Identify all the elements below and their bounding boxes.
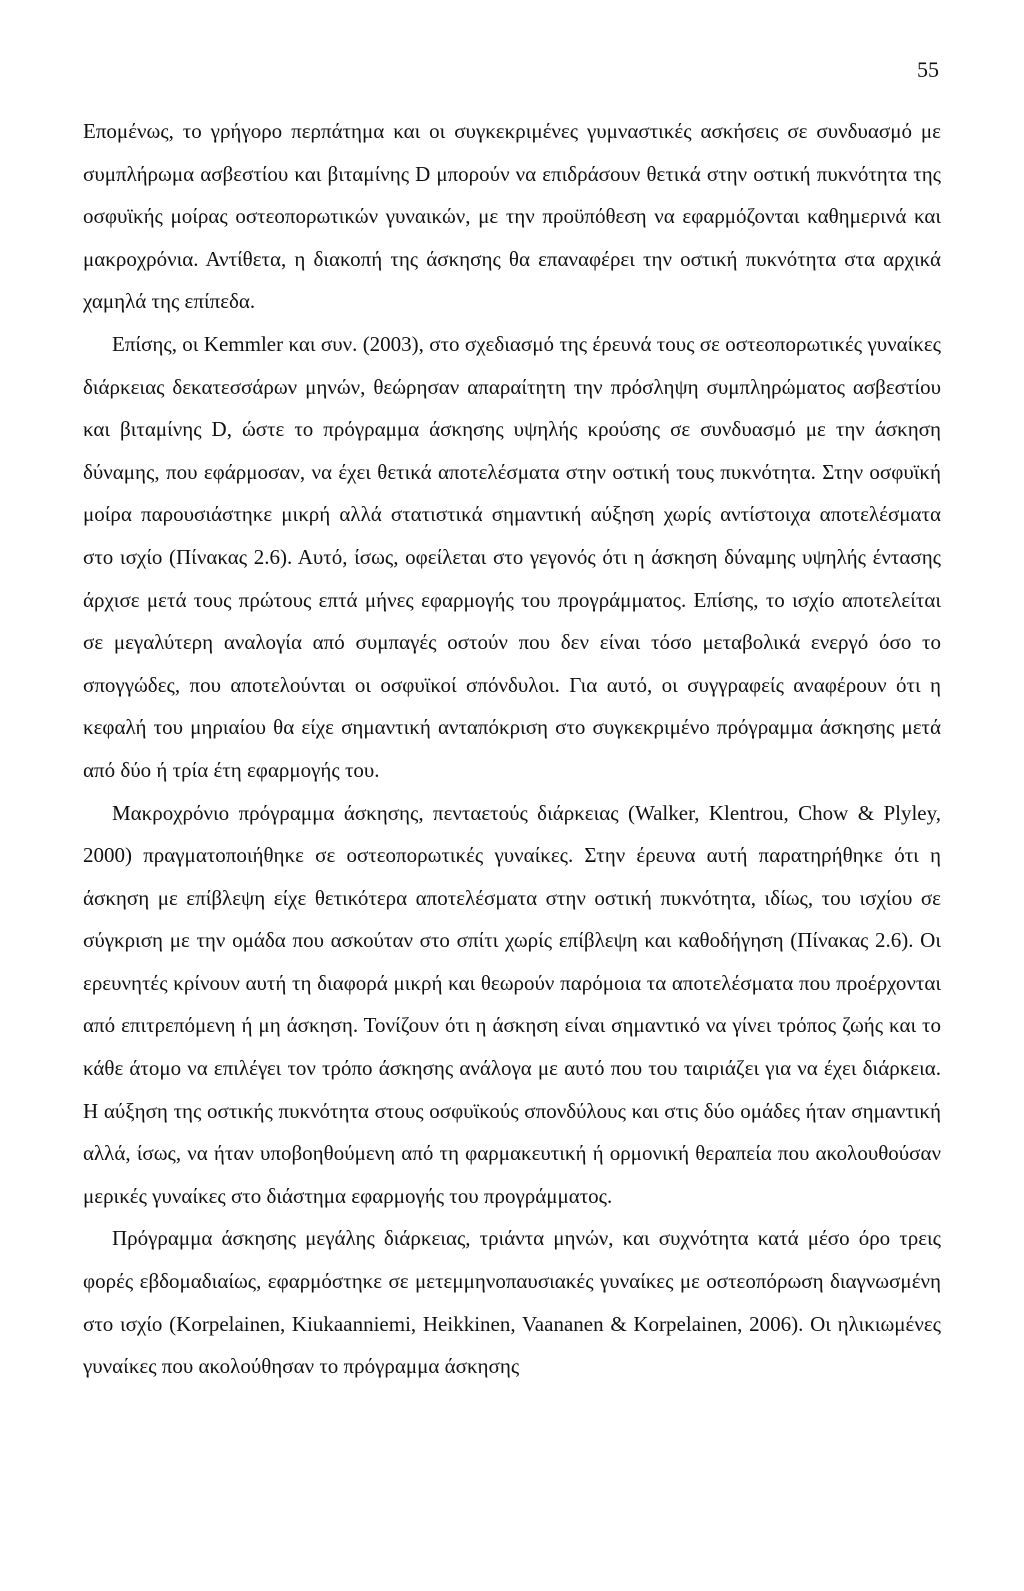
page-number: 55 bbox=[917, 57, 939, 82]
paragraph-2: Επίσης, οι Kemmler και συν. (2003), στο σχεδιασμό της έρευνά τους σε οστεοπορωτικές γυναίκες διάρκειας δεκατεσσάρων μηνών, θεώρησαν απαραίτητη την πρόσληψη συμπληρώματος ασβεστίου και βιταμίνης D, ώστε το πρόγραμμα άσκησης υψηλής κρούσης σε συνδυασμό με την άσκηση δύναμης, που εφάρμοσαν, να έχει θετικά αποτελέσματα στην οστική τους πυκνότητα. Στην οσφυϊκή μοίρα παρουσιάστηκε μικρή αλλά στατιστικά σημαντική αύξηση χωρίς αντίστοιχα αποτελέσματα στο ισχίο (Πίνακας 2.6). Αυτό, ίσως, οφείλεται στο γεγονός ότι η άσκηση δύναμης υψηλής έντασης άρχισε μετά τους πρώτους επτά μήνες εφαρμογής του προγράμματος. Επίσης, το ισχίο αποτελείται σε μεγαλύτερη αναλογία από συμπαγές οστούν που δεν είναι τόσο μεταβολικά ενεργό όσο το σπογγώδες, που αποτελούνται οι οσφυϊκοί σπόνδυλοι. Για αυτό, οι συγγραφείς αναφέρουν ότι η κεφαλή του μηριαίου θα είχε σημαντική ανταπόκριση στο συγκεκριμένο πρόγραμμα άσκησης μετά από δύο ή τρία έτη εφαρμογής του. bbox=[83, 331, 941, 782]
paragraph-3: Μακροχρόνιο πρόγραμμα άσκησης, πενταετούς διάρκειας (Walker, Klentrou, Chow & Plyley, 2000) πραγματοποιήθηκε σε οστεοπορωτικές γυναίκες. Στην έρευνα αυτή παρατηρήθηκε ότι η άσκηση με επίβλεψη είχε θετικότερα αποτελέσματα στην οστική πυκνότητα, ιδίως, του ισχίου σε σύγκριση με την ομάδα που ασκούταν στο σπίτι χωρίς επίβλεψη και καθοδήγηση (Πίνακας 2.6). Οι ερευνητές κρίνουν αυτή τη διαφορά μικρή και θεωρούν παρόμοια τα αποτελέσματα που προέρχονται από επιτρεπόμενη ή μη άσκηση. Τονίζουν ότι η άσκηση είναι σημαντικό να γίνει τρόπος ζωής και το κάθε άτομο να επιλέγει τον τρόπο άσκησης ανάλογα με αυτό που του ταιριάζει για να έχει διάρκεια. Η αύξηση της οστικής πυκνότητα στους οσφυϊκούς σπονδύλους και στις δύο ομάδες ήταν σημαντική αλλά, ίσως, να ήταν υποβοηθούμενη από τη φαρμακευτική ή ορμονική θεραπεία που ακολουθούσαν μερικές γυναίκες στο διάστημα εφαρμογής του προγράμματος. bbox=[83, 800, 941, 1208]
document-body bbox=[83, 110, 941, 1388]
paragraph-4: Πρόγραμμα άσκησης μεγάλης διάρκειας, τριάντα μηνών, και συχνότητα κατά μέσο όρο τρεις φορές εβδομαδιαίως, εφαρμόστηκε σε μετεμμηνοπαυσιακές γυναίκες με οστεοπόρωση διαγνωσμένη στο ισχίο (Korpelainen, Kiukaanniemi, Heikkinen, Vaananen & Korpelainen, 2006). Οι ηλικιωμένες γυναίκες που ακολούθησαν το πρόγραμμα άσκησης bbox=[83, 1226, 941, 1379]
paragraph-1: Επομένως, το γρήγορο περπάτημα και οι συγκεκριμένες γυμναστικές ασκήσεις σε συνδυασμό με συμπλήρωμα ασβεστίου και βιταμίνης D μπορούν να επιδράσουν θετικά στην οστική πυκνότητα της οσφυϊκής μοίρας οστεοπορωτικών γυναικών, με την προϋπόθεση να εφαρμόζονται καθημερινά και μακροχρόνια. Αντίθετα, η διακοπή της άσκησης θα επαναφέρει την οστική πυκνότητα στα αρχικά χαμηλά της επίπεδα. bbox=[83, 119, 941, 314]
